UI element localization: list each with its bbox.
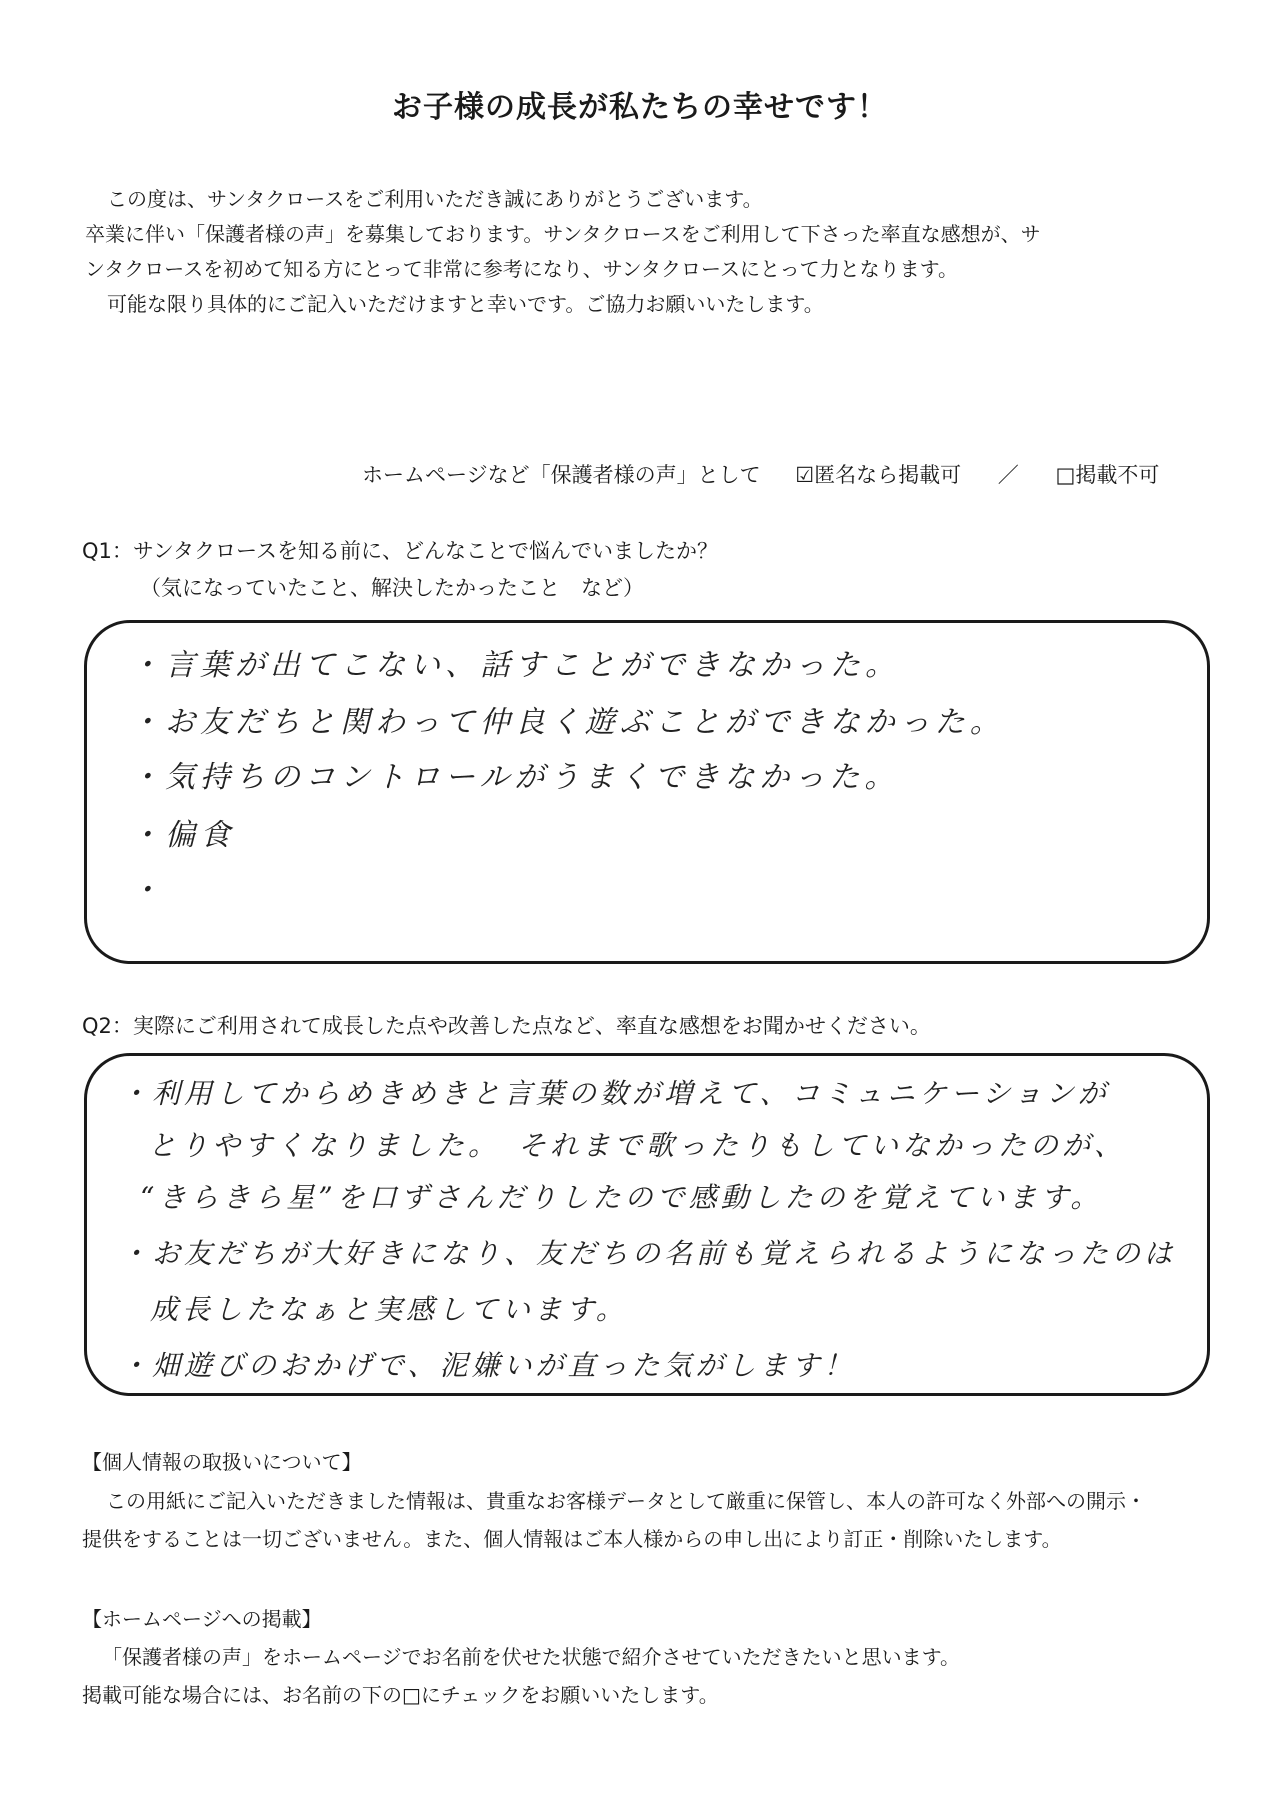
no-publish-label: 掲載不可 xyxy=(1075,463,1160,487)
permission-separator: ／ xyxy=(997,463,1019,487)
intro-line: 可能な限り具体的にご記入いただけますと幸いです。ご協力お願いいたします。 xyxy=(107,292,824,316)
homepage-line: 「保護者様の声」をホームページでお名前を伏せた状態で紹介させていただきたいと思います。 xyxy=(102,1645,960,1669)
publication-permission xyxy=(362,459,1222,489)
q1-answer-line: ・気持ちのコントロールがうまくできなかった。 xyxy=(130,760,900,795)
q2-answer-line: ・畑遊びのおかげで、泥嫌いが直った気がします！ xyxy=(120,1349,856,1382)
q2-answer-line: “きらきら星”を口ずさんだりしたので感動したのを覚えています。 xyxy=(140,1181,1103,1214)
q1-answer-line: ・ xyxy=(130,873,165,908)
intro-line: ンタクロースを初めて知る方にとって非常に参考になり、サンタクロースにとって力となります。 xyxy=(85,257,958,281)
q1-answer-line: ・偏食 xyxy=(130,818,235,853)
homepage-line: 掲載可能な場合には、お名前の下の□にチェックをお願いいたします。 xyxy=(82,1683,719,1707)
q1-answer-line: ・言葉が出てこない、話すことができなかった。 xyxy=(130,648,900,683)
privacy-heading: 【個人情報の取扱いについて】 xyxy=(82,1450,362,1474)
intro-text xyxy=(85,182,1235,322)
permission-lead: ホームページなど「保護者様の声」として xyxy=(362,463,761,487)
privacy-body xyxy=(82,1482,1146,1558)
intro-line: この度は、サンタクロースをご利用いただき誠にありがとうございます。 xyxy=(107,187,763,211)
privacy-line: 提供をすることは一切ございません。また、個人情報はご本人様からの申し出により訂正・削除いたします。 xyxy=(82,1527,1062,1551)
q1-subtext: （気になっていたこと、解決したかったこと など） xyxy=(140,576,644,600)
q1-question: Q1：サンタクロースを知る前に、どんなことで悩んでいましたか？ xyxy=(82,539,718,563)
homepage-heading: 【ホームページへの掲載】 xyxy=(82,1607,322,1631)
anonymous-checkbox[interactable]: ☑ xyxy=(795,463,815,487)
no-publish-checkbox[interactable]: □ xyxy=(1055,463,1076,487)
page-title: お子様の成長が私たちの幸せです！ xyxy=(392,90,888,125)
homepage-body xyxy=(82,1638,960,1714)
anonymous-label: 匿名なら掲載可 xyxy=(814,463,962,487)
q2-question: Q2：実際にご利用されて成長した点や改善した点など、率直な感想をお聞かせください。 xyxy=(82,1014,931,1038)
q2-answer-line: ・利用してからめきめきと言葉の数が増えて、コミュニケーションが xyxy=(120,1077,1110,1110)
q2-answer-line: ・お友だちが大好きになり、友だちの名前も覚えられるようになったのは xyxy=(120,1237,1177,1270)
intro-line: 卒業に伴い「保護者様の声」を募集しております。サンタクロースをご利用して下さった率直な感想が、サ xyxy=(85,222,1041,246)
q2-answer-line: 成長したなぁと実感しています。 xyxy=(150,1293,628,1326)
q1-answer-line: ・お友だちと関わって仲良く遊ぶことができなかった。 xyxy=(130,705,1005,740)
q2-answer-line: とりやすくなりました。 それまで歌ったりもしていなかったのが、 xyxy=(148,1129,1127,1162)
privacy-line: この用紙にご記入いただきました情報は、貴重なお客様データとして厳重に保管し、本人の許可なく外部への開示・ xyxy=(106,1489,1146,1513)
